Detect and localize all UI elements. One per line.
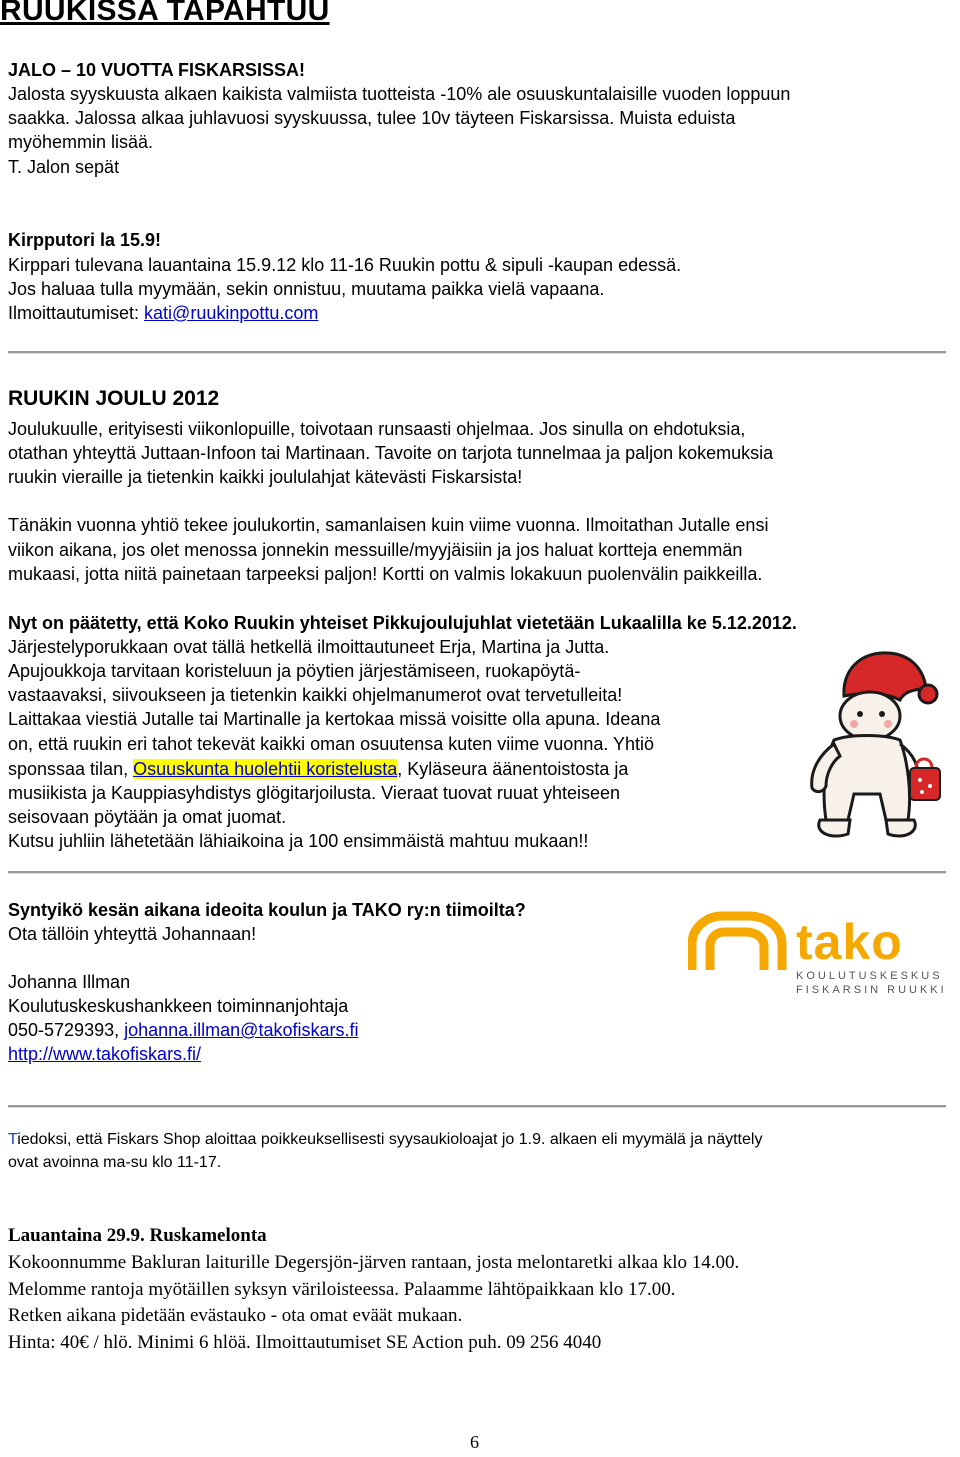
kirpputori-line: Kirppari tulevana lauantaina 15.9.12 klo 11-16 Ruukin pottu & sipuli -kaupan edessä. [8, 255, 682, 275]
contact-title: Koulutuskeskushankkeen toiminnanjohtaja [8, 996, 349, 1016]
ruska-line: Retken aikana pidetään evästauko - ota omat eväät mukaan. [8, 1305, 463, 1326]
shop-line [8, 1128, 762, 1151]
joulu-p3-line: seisovaan pöytään ja omat juomat. [8, 807, 287, 827]
contact-url-row [8, 1042, 201, 1066]
joulu-heading: RUUKIN JOULU 2012 [8, 387, 220, 410]
tako-logo-mark [688, 910, 798, 974]
joulu-p3-line: vastaavaksi, siivoukseen ja tietenkin kaikki ohjelmanumerot ovat tervetulleita! [8, 685, 623, 705]
joulu-p2-line: Tänäkin vuonna yhtiö tekee joulukortin, samanlaisen kuin viime vuonna. Ilmoitathan Jutalle ensi [8, 515, 769, 535]
jalo-line: myöhemmin lisää. [8, 132, 154, 152]
joulu-p3-line: Kutsu juhliin lähetetään lähiaikoina ja 100 ensimmäistä mahtuu mukaan!! [8, 831, 589, 851]
contact-email-link[interactable]: johanna.illman@takofiskars.fi [124, 1020, 359, 1040]
shop-line: ovat avoinna ma-su klo 11-17. [8, 1154, 222, 1171]
joulu-p1-line: Joulukuulle, erityisesti viikonlopuille, toivotaan runsaasti ohjelmaa. Jos sinulla on ehdotuksia, [8, 419, 746, 439]
joulu-p2-line: viikon aikana, jos olet menossa jonnekin messuille/myyjäisiin ja jos haluat kortteja enemmän [8, 540, 743, 560]
jalo-heading: JALO – 10 VUOTTA FISKARSISSA! [8, 60, 306, 80]
divider [8, 351, 946, 354]
joulu-p1-line: ruukin vieraille ja tietenkin kaikki joululahjat kätevästi Fiskarsista! [8, 467, 523, 487]
contact-phone-email [8, 1018, 359, 1042]
ruska-line: Kokoonnumme Bakluran laiturille Degersjön-järven rantaan, josta melontaretki alkaa klo 14.00. [8, 1252, 740, 1273]
tako-logo-sub1: KOULUTUSKESKUS [796, 970, 943, 982]
kirpputori-signup [8, 301, 318, 325]
tako-logo-word: tako [796, 914, 903, 970]
joulu-p3-line: Apujoukkoja tarvitaan koristeluun ja pöytien järjestämiseen, ruokapöytä- [8, 661, 581, 681]
shop-line-rest: iedoksi, että Fiskars Shop aloittaa poikkeuksellisesti syysaukioloajat jo 1.9. alkaen eli myymälä ja näyttely [17, 1131, 763, 1148]
tako-logo-sub2: FISKARSIN RUUKKI [796, 984, 947, 996]
joulu-sponsor-line [8, 757, 628, 781]
tako-logo [688, 910, 947, 1000]
joulu-p3-line: Järjestelyporukkaan ovat tällä hetkellä ilmoittautuneet Erja, Martina ja Jutta. [8, 637, 610, 657]
contact-phone: 050-5729393, [8, 1020, 125, 1040]
jalo-line: saakka. Jalossa alkaa juhlavuosi syyskuussa, tulee 10v täyteen Fiskarsissa. Muista eduista [8, 108, 736, 128]
ruska-line: Hinta: 40€ / hlö. Minimi 6 hlöä. Ilmoittautumiset SE Action puh. 09 256 4040 [8, 1332, 602, 1353]
signup-label: Ilmoittautumiset: [8, 303, 145, 323]
jalo-line: Jalosta syyskuusta alkaen kaikista valmiista tuotteista -10% ale osuuskuntalaisille vuoden loppuun [8, 84, 791, 104]
pikkujoulu-announcement: Nyt on päätetty, että Koko Ruukin yhteiset Pikkujoulujuhlat vietetään Lukaalilla ke 5.12.2012. [8, 613, 797, 633]
divider [8, 871, 946, 874]
page-number: 6 [470, 1432, 479, 1452]
signup-email-link[interactable]: kati@ruukinpottu.com [144, 303, 319, 323]
shop-first-letter: T [8, 1131, 18, 1148]
kirpputori-heading: Kirpputori la 15.9! [8, 230, 162, 250]
ruska-heading: Lauantaina 29.9. Ruskamelonta [8, 1225, 267, 1246]
tako-heading: Syntyikö kesän aikana ideoita koulun ja TAKO ry:n tiimoilta? [8, 900, 526, 920]
kirpputori-line: Jos haluaa tulla myymään, sekin onnistuu, muutama paikka vielä vapaana. [8, 279, 605, 299]
divider [8, 1105, 946, 1108]
jalo-signature: T. Jalon sepät [8, 157, 120, 177]
joulu-p1-line: otathan yhteyttä Juttaan-Infoon tai Martinaan. Tavoite on tarjota tunnelmaa ja paljon kokemuksia [8, 443, 774, 463]
sponsor-post: , Kyläseura äänentoistosta ja [397, 759, 629, 779]
joulu-p2-line: mukaasi, jotta niitä painetaan tarpeeksi paljon! Kortti on valmis lokakuun puolenvälin paikkeilla. [8, 564, 763, 584]
joulu-p3-line: musiikista ja Kauppiasyhdistys glögitarjoilusta. Vieraat tuovat ruuat yhteiseen [8, 783, 620, 803]
sponsor-pre: sponssaa tilan, [8, 759, 134, 779]
highlighted-link[interactable]: Osuuskunta huolehtii koristelusta [133, 759, 398, 779]
contact-name: Johanna Illman [8, 972, 131, 992]
joulu-p3-line: on, että ruukin eri tahot tekevät kaikki oman osuutensa kuten viime vuonna. Yhtiö [8, 734, 655, 754]
page-title: RUUKISSA TAPAHTUU [0, 0, 330, 27]
elf-illustration [804, 644, 946, 844]
tako-line: Ota tällöin yhteyttä Johannaan! [8, 924, 257, 944]
joulu-p3-line: Laittakaa viestiä Jutalle tai Martinalle ja kertokaa missä voisitte olla apuna. Ideana [8, 709, 661, 729]
website-link[interactable]: http://www.takofiskars.fi/ [8, 1044, 202, 1064]
ruska-line: Melomme rantoja myötäillen syksyn väriloisteessa. Palaamme lähtöpaikkaan klo 17.00. [8, 1279, 676, 1300]
